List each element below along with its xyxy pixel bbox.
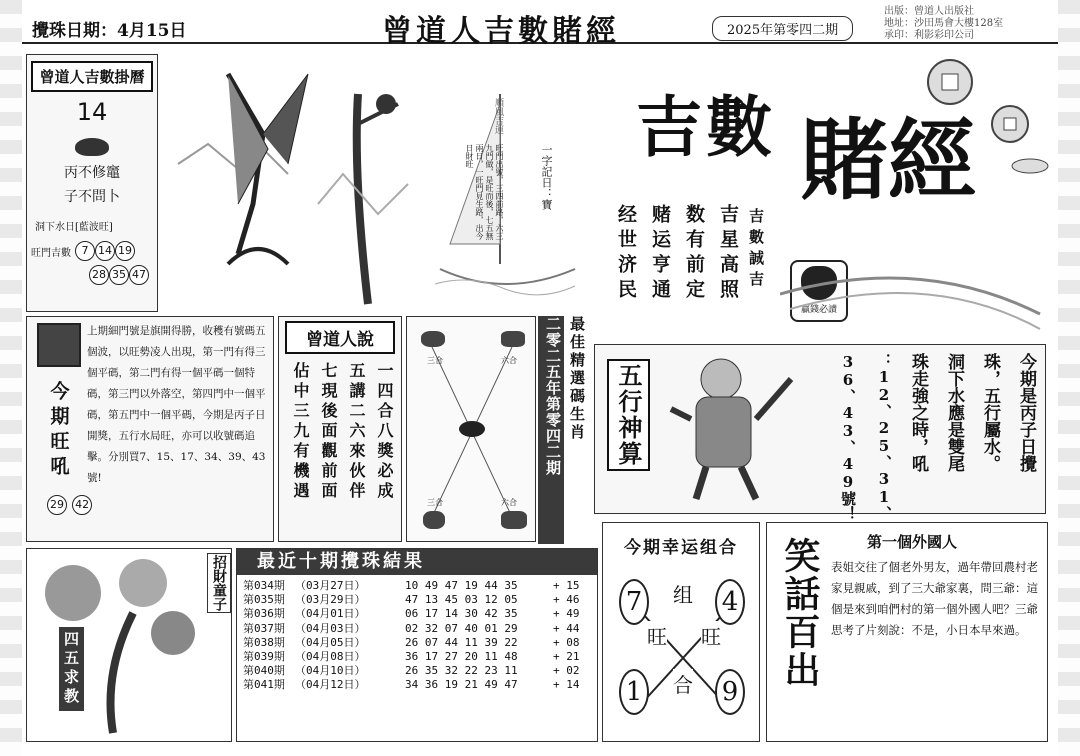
result-numbers: 10 49 47 19 44 35 [405, 579, 518, 592]
plus-sign: + [553, 593, 567, 607]
coins-icon [920, 54, 1050, 174]
result-numbers: 36 17 27 20 11 48 [405, 650, 518, 664]
result-numbers: 02 32 07 40 01 29 [405, 621, 518, 635]
logo-side-column: 吉數誠吉 [747, 208, 765, 292]
lucky-number: 19 [115, 241, 135, 261]
result-issue: 第040期 [243, 664, 285, 678]
left-badge-box [33, 323, 85, 493]
calendar-caption: 洞下水日[藍波旺] [35, 222, 113, 233]
result-date: （04月12日） [295, 678, 366, 692]
printer-line: 承印：利影彩印公司 [884, 30, 974, 41]
result-special: 49 [566, 607, 580, 621]
result-issue: 第039期 [243, 650, 285, 664]
publisher-info [884, 6, 1003, 42]
zodiac-label: 六合 [501, 498, 517, 507]
combo-number: 4 [715, 579, 745, 625]
right-border-strip [1058, 0, 1080, 756]
result-date: （04月03日） [295, 621, 366, 635]
left-number: 29 [47, 495, 67, 515]
result-issue: 第035期 [243, 593, 285, 607]
calendar-panel [26, 54, 158, 312]
plus-sign: + [553, 664, 567, 678]
draw-date: 攪珠日期：4月15日 [32, 21, 187, 41]
joke-banner: 笑話百出 [779, 537, 821, 689]
wuxing-text [823, 353, 1039, 521]
zodiac-label: 三合 [427, 498, 443, 507]
result-special: 14 [566, 678, 580, 692]
ox-icon [501, 331, 525, 347]
poem-column: 吉星高照 [717, 204, 739, 304]
logo-ji-shu: 吉數 [636, 88, 776, 166]
left-paragraph: 上期細門號是旗開得勝，收穫有號碼五個波，以旺勢凌人出現，第一門有得三個平碼，第二門有得一個平碼一個特碼，第三門以外落空，第四門中一個平碼，第五門中一個平碼，今期是丙子日開獎，五行水局旺，亦可以收號碼追擊。分別買7、15、17、34、39、43號! [87, 325, 266, 484]
combo-number: 9 [715, 669, 745, 715]
poem-column: 赌运亨通 [649, 204, 671, 304]
lucky-number: 47 [129, 265, 149, 285]
result-issue: 第038期 [243, 635, 285, 649]
result-numbers: 34 36 19 21 49 47 [405, 678, 518, 692]
calendar-verse-1: 丙不修竈 [64, 165, 120, 181]
calendar-day: 14 [76, 98, 108, 126]
header-bar [22, 4, 1058, 49]
rat-icon [459, 421, 485, 437]
result-special: 08 [566, 635, 580, 649]
special-column: 二零二五年第零四二期 [538, 316, 564, 544]
result-special: 21 [566, 650, 580, 664]
lucky-combo-title: 今期幸运组合 [624, 538, 738, 558]
result-special: 46 [566, 593, 580, 607]
ceng-says-column: 一四合八獎必成 [375, 362, 394, 502]
sail-side-text: 一字記日：寶 [540, 144, 553, 210]
address-line: 地址：沙田馬會大樓128室 [884, 18, 1004, 29]
special-column: 最佳精選碼生肖 [568, 316, 586, 442]
logo-du-jing: 賭經 [800, 108, 977, 212]
result-issue: 第034期 [243, 579, 285, 592]
combo-word: 合 [673, 669, 693, 698]
rat-icon [75, 138, 109, 156]
left-border-strip [0, 0, 22, 756]
results-title: 最近十期攪珠結果 [237, 549, 597, 575]
result-row [243, 607, 591, 621]
sail-flag: 順風吉運 [493, 98, 503, 134]
wuxing-column: 36、43、49號！ [839, 353, 857, 521]
ceng-says-column: 五講二六來伙伴 [347, 362, 366, 502]
lucky-number: 7 [75, 241, 95, 261]
ceng-says-title: 曾道人說 [285, 321, 395, 354]
wuxing-column: 珠走強之時，吼 [908, 353, 928, 472]
wuxing-column: 洞下水應是雙尾 [944, 353, 964, 472]
ceng-says-panel [278, 316, 402, 542]
result-date: （03月29日） [295, 593, 366, 607]
results-table [237, 575, 597, 697]
results-panel [236, 548, 598, 742]
result-special: 44 [566, 621, 580, 635]
plus-sign: + [553, 621, 567, 635]
child-figure-illustration [661, 349, 821, 509]
plus-sign: + [553, 650, 567, 664]
lucky-label: 旺門吉數 [31, 247, 71, 259]
eagle-tree-illustration [168, 54, 422, 310]
result-issue: 第036期 [243, 607, 285, 621]
swirl-decoration [780, 234, 1050, 334]
joke-title: 第一個外國人 [867, 533, 958, 551]
zodiac-label: 六合 [501, 356, 517, 365]
portrait-icon [37, 323, 81, 367]
joke-body: 表姐交往了個老外男友，過年帶回農村老家見親戚，到了三大爺家裏，問三爺：這個是來到咱們村的第一個外國人吧？三爺思考了片刻說：不是，小日本早來過。 [831, 560, 1038, 637]
wuxing-panel [594, 344, 1046, 521]
zhaocai-stamp: 四五求教 [59, 627, 84, 711]
result-row [243, 650, 591, 664]
result-date: （04月08日） [295, 650, 366, 664]
logo-poem [606, 204, 742, 304]
combo-word: 组 [673, 579, 693, 608]
result-date: （03月27日） [295, 579, 366, 592]
wuxing-column: 珠，五行屬水。 [980, 353, 1000, 472]
sailboat-area [430, 54, 580, 304]
horse-icon [501, 511, 527, 529]
result-numbers: 26 07 44 11 39 22 [405, 635, 518, 649]
wuxing-column: ：12、25、31、 [875, 353, 893, 521]
result-special: 15 [566, 579, 580, 592]
lucky-number: 28 [89, 265, 109, 285]
poem-column: 经世济民 [615, 204, 637, 304]
wuxing-column: 今期是丙子日攪 [1016, 353, 1036, 472]
result-row [243, 579, 591, 593]
badge-label: 贏錢必讀 [800, 305, 837, 315]
issue-number: 2025年第零四二期 [712, 16, 853, 41]
zodiac-label: 三合 [427, 356, 443, 365]
result-issue: 第041期 [243, 678, 285, 692]
publisher-line: 出版：曾道人出版社 [884, 6, 974, 17]
lucky-combo-panel [602, 522, 760, 742]
plus-sign: + [553, 635, 567, 649]
left-number: 42 [72, 495, 92, 515]
left-badge-label: 今期旺吼 [47, 381, 70, 481]
ceng-says-column: 七現後面觀前面 [319, 362, 338, 502]
result-numbers: 06 17 14 30 42 35 [405, 607, 518, 621]
monkey-icon [423, 511, 445, 529]
left-text-panel [26, 316, 274, 542]
result-date: （04月10日） [295, 664, 366, 678]
calendar-verse-2: 子不問卜 [64, 189, 120, 205]
result-row [243, 664, 591, 678]
combo-word: 旺 [647, 621, 667, 650]
zodiac-panel [406, 316, 536, 542]
plus-sign: + [553, 579, 567, 592]
joke-panel [766, 522, 1048, 742]
result-row [243, 636, 591, 650]
masthead-title: 曾道人吉數賭經 [382, 14, 620, 49]
result-date: （04月05日） [295, 635, 366, 649]
combo-number: 1 [619, 669, 649, 715]
result-row [243, 678, 591, 692]
poem-column: 数有前定 [683, 204, 705, 304]
sailboat-icon [430, 54, 580, 304]
dragon-icon [421, 331, 445, 347]
zhaocai-label: 招財童子 [207, 553, 231, 613]
special-banner [538, 316, 588, 546]
result-numbers: 26 35 32 22 23 11 [405, 664, 518, 678]
result-row [243, 622, 591, 636]
result-row [243, 593, 591, 607]
main-logo-area [600, 54, 1056, 338]
result-issue: 第037期 [243, 621, 285, 635]
result-special: 02 [566, 664, 580, 678]
plus-sign: + [553, 678, 567, 692]
sail-poem: 旺門出號，三四前路，六三九門做，是旺而後，七五無兩日，一旺門見生路，出今日財旺 [465, 144, 504, 240]
ceng-says-column: 佔中三九有機遇 [291, 362, 310, 502]
lucky-number: 35 [109, 265, 129, 285]
combo-number: 7 [619, 579, 649, 625]
result-date: （04月01日） [295, 607, 366, 621]
combo-word: 旺 [701, 621, 721, 650]
plus-sign: + [553, 607, 567, 621]
zhaocai-panel [26, 548, 232, 742]
lucky-number: 14 [95, 241, 115, 261]
result-numbers: 47 13 45 03 12 05 [405, 593, 518, 607]
calendar-title: 曾道人吉數掛曆 [31, 61, 153, 92]
wuxing-title: 五行神算 [607, 359, 650, 471]
